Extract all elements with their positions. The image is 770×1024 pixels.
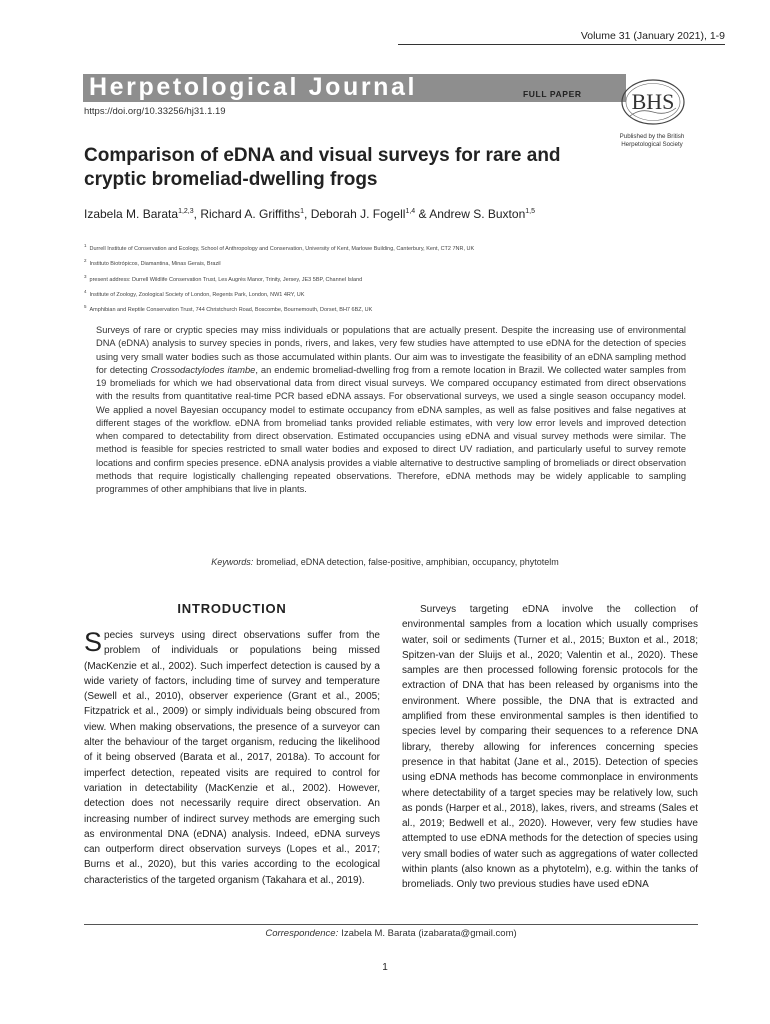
affiliation-text: present address: Durrell Wildlife Conservation Trust, Les Augrès Manor, Trinity, Jersey, JE3 5BP, Channel Island — [89, 276, 363, 283]
body-paragraph: Surveys targeting eDNA involve the collection of environmental samples from a location which usually comprises water, soil or sediments (Turner et al., 2015; Buxton et al., 2018; Spitzen-van der Sluijs et al., 2020; Valentin et al., 2020). These samples are then processed following forensic protocols for the extraction of DNA that has been released by organisms into the environment. Where possible, the DNA that is extracted and amplified from these environmental samples is then identified to species level by comparing their sequences to a reference DNA library, thereby allowing for inferences concerning species presence in that habitat (Jane et al., 2015). Detection of species using eDNA methods has become commonplace in environments where detectability of a target species may be relatively low, such as ponds (Harper et al., 2018), lakes, rivers, and streams (Sales et al., 2019; Bedwell et al., 2020). However, very few studies have attempted to use eDNA methods for the detection of species using very small bodies of water such as aggregations of water collected within plants (also known as a phytotelm), e.g. within the tanks of bromeliads. Only two previous studies have used eDNA — [402, 604, 698, 891]
correspondence — [84, 928, 698, 939]
header-rule — [398, 44, 725, 45]
bhs-logo-icon — [620, 78, 686, 126]
author-list — [84, 207, 535, 221]
affiliation-text: Amphibian and Reptile Conservation Trust, 744 Christchurch Road, Boscombe, Bournemouth, Dorset, BH7 6BZ, UK — [89, 307, 373, 314]
article-title: Comparison of eDNA and visual surveys for rare and cryptic bromeliad-dwelling frogs — [84, 145, 561, 190]
author-name: Deborah J. Fogell — [310, 207, 406, 221]
paragraph-text: pecies surveys using direct observations suffer from the problem of individuals or populations being missed (MacKenzie et al., 2002). Such imperfect detection is caused by a wide variety of factors, including time of survey and temperature (Sewell et al., 2010), observer experience (Grant et al., 2005; Fitzpatrick et al., 2009) or simply individuals being obscured from view. When making observations, the presence of a surveyor can alter the behaviour of the target organism, reducing the likelihood of it being observed (Barata et al., 2017, 2018a). To account for imperfect detection, repeated visits are required to control for variation in detectability (MacKenzie et al., 2002). However, detection does not necessarily require direct observation. An increasing number of indirect survey methods are emerging such as environmental DNA (eDNA) analysis. Indeed, eDNA surveys can outperform direct observation surveys (Lopes et al., 2017; Burns et al., 2020), but this varies according to the ecological characteristics of the targeted organism (Takahara et al., 2019). — [84, 630, 380, 886]
section-heading: INTRODUCTION — [177, 601, 287, 616]
keywords-list: bromeliad, eDNA detection, false-positive, amphibian, occupancy, phytotelm — [256, 557, 559, 567]
publisher-note — [612, 133, 692, 149]
affiliation-number: 2 — [84, 258, 87, 264]
affiliation — [84, 274, 704, 289]
author-name: Andrew S. Buxton — [429, 207, 526, 221]
publisher-line-1: Published by the British — [619, 133, 685, 140]
affiliation — [84, 243, 704, 258]
drop-cap: S — [84, 627, 103, 657]
left-column — [84, 601, 380, 888]
affiliation-text: Durrell Institute of Conservation and Ecology, School of Anthropology and Conservation, University of Kent, Marlowe Building, Canterbury, Kent, CT2 7NR, UK — [89, 245, 475, 252]
abstract-text: , an endemic bromeliad-dwelling frog from a remote location in Brazil. We collected water samples from 19 bromeliads for which we had observational data from direct visual surveys. We compared occupancy estimated from direct observations with the results from quantitative real-time PCR based eDNA assays. For observational surveys, we used a single season occupancy model. We applied a novel Bayesian occupancy model to estimate occupancy from eDNA samples, as well as false positives and false negatives at different stages of the workflow. eDNA from bromeliad tanks provided reliable estimates, with very low error levels and improved detection when compared to detectability from direct observation. Estimated occupancies using eDNA and visual survey methods were similar. The method is feasible for species restricted to small water bodies and exposed to direct UV radiation, and particularly useful to survey remote locations and confirm species presence. eDNA analysis provides a viable alternative to destructive sampling of bromeliads or direct observation methods that require logistically challenging repeated observations. Therefore, eDNA methods may be widely applicable to sampling programmes of other amphibians that live in plants. — [96, 364, 686, 494]
abstract-text: Surveys of rare or cryptic species may miss individuals or populations that are actually present. Despite the increasing use of environmental DNA (eDNA) analysis to survey species in ponds, rivers, and lakes, very few studies have attempted to use eDNA for the detection of species using very small water bodies such as those accumulated within plants. Our aim was to investigate the feasibility of an eDNA sampling method for detecting — [96, 325, 686, 375]
affiliation-number: 5 — [84, 304, 87, 310]
correspondence-label: Correspondence: — [265, 928, 339, 939]
volume-info: Volume 31 (January 2021), 1-9 — [580, 30, 725, 42]
affiliation-list — [84, 243, 704, 319]
page-number: 1 — [382, 962, 388, 973]
body-paragraph — [84, 628, 380, 888]
author-name: Izabela M. Barata — [84, 207, 179, 221]
affiliation-number: 4 — [84, 288, 87, 294]
affiliation-text: Institute of Zoology, Zoological Society of London, Regents Park, London, NW1 4RY, UK — [89, 291, 305, 298]
author-affil: 1 — [300, 208, 305, 215]
affiliation — [84, 304, 704, 319]
footer-rule — [84, 924, 698, 925]
journal-title: Herpetological Journal — [89, 73, 418, 101]
author-separator: , — [304, 207, 311, 221]
correspondence-text: Izabela M. Barata (izabarata@gmail.com) — [341, 928, 517, 939]
author-separator: & — [415, 207, 430, 221]
right-column — [402, 602, 698, 893]
author-affil: 1,4 — [405, 208, 416, 215]
publisher-line-2: Herpetological Society — [621, 141, 683, 148]
affiliation — [84, 289, 704, 304]
logo-text: BHS — [631, 89, 675, 114]
affiliation-number: 3 — [84, 273, 87, 279]
keywords-label: Keywords: — [211, 557, 254, 567]
author-separator: , — [193, 207, 201, 221]
doi-link[interactable]: https://doi.org/10.33256/hj31.1.19 — [84, 106, 226, 117]
keywords — [84, 557, 686, 567]
author-name: Richard A. Griffiths — [200, 207, 301, 221]
affiliation-text: Instituto Biotrópicos, Diamantina, Minas Gerais, Brazil — [89, 261, 221, 268]
affiliation — [84, 258, 704, 273]
author-affil: 1,2,3 — [178, 208, 194, 215]
article-type: FULL PAPER — [523, 89, 582, 99]
author-affil: 1,5 — [525, 208, 535, 215]
affiliation-number: 1 — [84, 243, 87, 248]
abstract — [96, 324, 686, 496]
species-name: Crossodactylodes itambe — [150, 364, 256, 375]
